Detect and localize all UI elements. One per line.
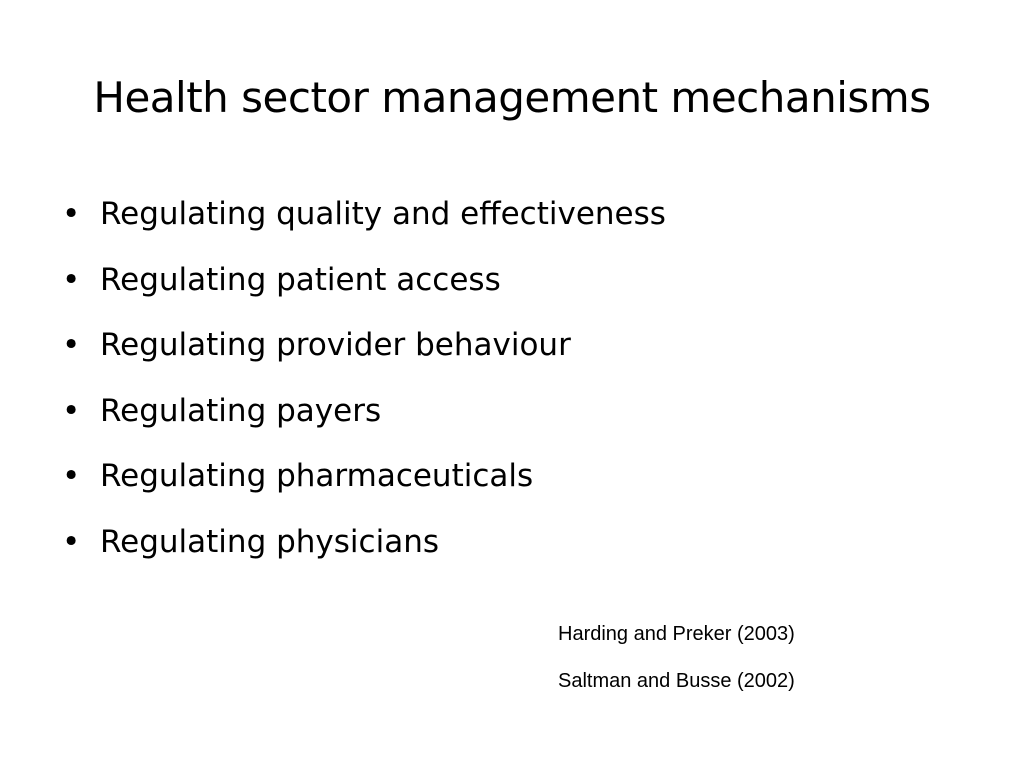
bullet-text-pharmaceuticals: Regulating pharmaceuticals <box>100 458 534 494</box>
reference-harding-preker: Harding and Preker (2003) <box>558 623 795 645</box>
slide-title: Health sector management mechanisms <box>93 73 931 122</box>
bullet-text-physicians: Regulating physicians <box>100 523 439 560</box>
bullet-item-patient-access <box>62 255 666 321</box>
references <box>558 620 795 714</box>
bullet-item-pharmaceuticals <box>62 451 666 517</box>
bullet-text-payers: Regulating payers <box>100 392 382 429</box>
bullet-marker: • <box>62 458 81 494</box>
bullet-text-quality: Regulating quality and effectiveness <box>100 196 666 232</box>
bullet-marker: • <box>62 196 81 232</box>
bullet-marker: • <box>62 261 81 298</box>
bullet-item-provider-behaviour <box>62 320 666 386</box>
bullet-text-provider-behaviour: Regulating provider behaviour <box>100 327 571 363</box>
bullet-list <box>62 189 666 582</box>
bullet-marker: • <box>62 392 81 429</box>
bullet-item-physicians <box>62 517 666 583</box>
bullet-item-quality <box>62 189 666 255</box>
bullet-item-payers <box>62 386 666 452</box>
bullet-marker: • <box>62 523 81 560</box>
reference-saltman-busse: Saltman and Busse (2002) <box>558 670 795 692</box>
bullet-marker: • <box>62 327 81 363</box>
bullet-text-patient-access: Regulating patient access <box>100 261 501 298</box>
